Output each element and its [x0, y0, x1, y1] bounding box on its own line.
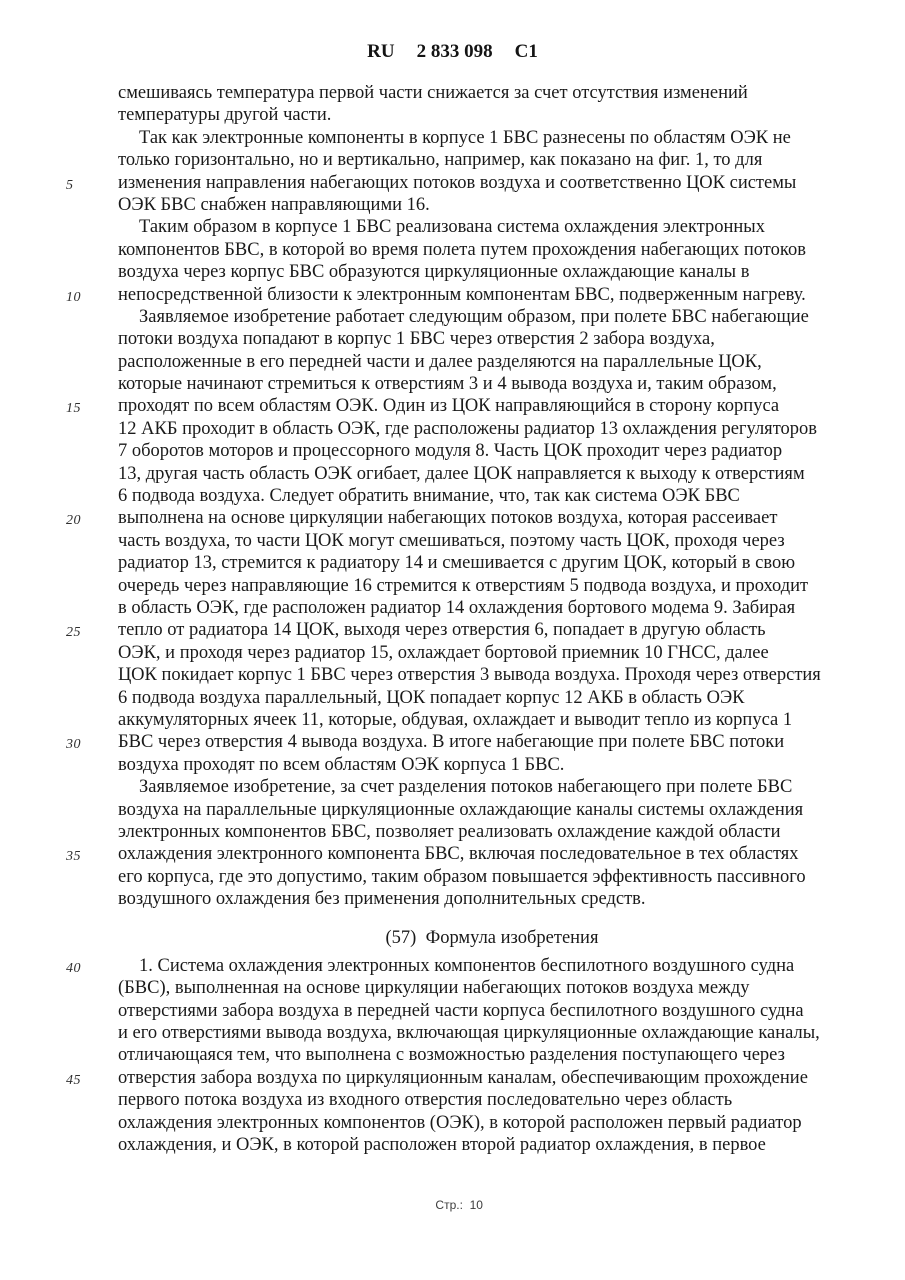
- line-text: Так как электронные компоненты в корпусе 1 БВС разнесены по областям ОЭК не: [139, 127, 791, 148]
- line-text: 6 подвода воздуха. Следует обратить внимание, что, так как система ОЭК БВС: [118, 486, 740, 507]
- line-text: Таким образом в корпусе 1 БВС реализована система охлаждения электронных: [139, 217, 765, 238]
- text-line: [118, 977, 866, 999]
- line-text: потоки воздуха попадают в корпус 1 БВС через отверстия 2 забора воздуха,: [118, 329, 715, 350]
- line-text: воздуха проходят по всем областям ОЭК корпуса 1 БВС.: [118, 754, 565, 775]
- line-text: (57) Формула изобретения: [385, 928, 599, 949]
- text-line: [118, 821, 866, 843]
- text-line: [118, 754, 866, 776]
- text-line: [118, 418, 866, 440]
- line-text: в область ОЭК, где расположен радиатор 14 охлаждения бортового модема 9. Забирая: [118, 597, 796, 618]
- line-text: охлаждения, и ОЭК, в которой расположен второй радиатор охлаждения, в первое: [118, 1134, 766, 1155]
- line-text: ЦОК покидает корпус 1 БВС через отверстия 3 вывода воздуха. Проходя через отверстия: [118, 665, 821, 686]
- text-line: [118, 463, 866, 485]
- text-line: [118, 866, 866, 888]
- line-number: 25: [66, 625, 81, 641]
- text-line: [118, 440, 866, 462]
- line-number: 10: [66, 289, 81, 305]
- line-text: его корпуса, где это допустимо, таким образом повышается эффективность пассивного: [118, 866, 806, 887]
- text-line: [118, 306, 866, 328]
- line-number: 35: [66, 849, 81, 865]
- header-kind-code: C1: [514, 41, 538, 62]
- line-text: выполнена на основе циркуляции набегающих потоков воздуха, которая рассеивает: [118, 508, 778, 529]
- line-text: непосредственной близости к электронным компонентам БВС, подверженным нагреву.: [118, 284, 806, 305]
- text-line: [118, 1089, 866, 1111]
- line-text: охлаждения электронного компонента БВС, включая последовательное в тех областях: [118, 844, 799, 865]
- line-text: отверстиями забора воздуха в передней части корпуса беспилотного воздушного судна: [118, 1000, 804, 1021]
- text-line: [118, 597, 866, 619]
- text-line: [118, 530, 866, 552]
- line-text: которые начинают стремиться к отверстиям 3 и 4 вывода воздуха и, таким образом,: [118, 374, 777, 395]
- text-line: [118, 149, 866, 171]
- page-footer: [0, 1184, 905, 1226]
- text-line: [66, 507, 866, 529]
- page-header: [0, 41, 905, 63]
- line-text: Заявляемое изобретение, за счет разделения потоков набегающего при полете БВС: [139, 777, 793, 798]
- text-line: [118, 1044, 866, 1066]
- line-number: 15: [66, 401, 81, 417]
- text-line: [66, 731, 866, 753]
- text-line: [118, 687, 866, 709]
- text-line: [118, 261, 866, 283]
- line-text: отличающаяся тем, что выполнена с возможностью разделения поступающего через: [118, 1045, 785, 1066]
- page-number: Стр.: 10: [435, 1198, 483, 1212]
- text-line: [118, 216, 866, 238]
- text-line: [118, 799, 866, 821]
- text-line: [118, 776, 866, 798]
- text-line: [118, 328, 866, 350]
- document-body: [66, 82, 866, 1156]
- text-line: [118, 1022, 866, 1044]
- line-text: 6 подвода воздуха параллельный, ЦОК попадает корпус 12 АКБ в область ОЭК: [118, 687, 745, 708]
- line-text: температуры другой части.: [118, 105, 332, 126]
- line-text: 12 АКБ проходит в область ОЭК, где расположены радиатор 13 охлаждения регуляторов: [118, 418, 818, 439]
- text-line: [66, 1067, 866, 1089]
- text-line: [118, 1134, 866, 1156]
- line-text: изменения направления набегающих потоков воздуха и соответственно ЦОК системы: [118, 172, 797, 193]
- line-number: 40: [66, 960, 81, 976]
- text-line: [118, 888, 866, 910]
- text-line: [66, 395, 866, 417]
- text-line: [118, 709, 866, 731]
- line-number: 45: [66, 1072, 81, 1088]
- line-text: ОЭК, и проходя через радиатор 15, охлаждает бортовой приемник 10 ГНСС, далее: [118, 642, 769, 663]
- line-text: расположенные в его передней части и далее разделяются на параллельные ЦОК,: [118, 351, 762, 372]
- text-line: [66, 619, 866, 641]
- text-line: [118, 82, 866, 104]
- text-line: [118, 373, 866, 395]
- line-text: компонентов БВС, в которой во время полета путем прохождения набегающих потоков: [118, 239, 806, 260]
- line-text: очередь через направляющие 16 стремится к отверстиям 5 подвода воздуха, и проходит: [118, 575, 809, 596]
- line-text: аккумуляторных ячеек 11, которые, обдувая, охлаждает и выводит тепло из корпуса 1: [118, 709, 793, 730]
- text-line: [66, 284, 866, 306]
- section-heading: [118, 927, 866, 949]
- text-line: [118, 194, 866, 216]
- line-text: 1. Система охлаждения электронных компонентов беспилотного воздушного судна: [139, 955, 795, 976]
- text-line: [118, 485, 866, 507]
- text-line: [118, 552, 866, 574]
- line-text: воздуха через корпус БВС образуются циркуляционные охлаждающие каналы в: [118, 262, 750, 283]
- line-text: тепло от радиатора 14 ЦОК, выходя через отверстия 6, попадает в другую область: [118, 620, 766, 641]
- line-number: 20: [66, 513, 81, 529]
- line-text: радиатор 13, стремится к радиатору 14 и смешивается с другим ЦОК, который в свою: [118, 553, 796, 574]
- text-line: [118, 351, 866, 373]
- line-text: 13, другая часть область ОЭК огибает, далее ЦОК направляется к выходу к отверстиям: [118, 463, 805, 484]
- line-text: Заявляемое изобретение работает следующим образом, при полете БВС набегающие: [139, 306, 809, 327]
- text-line: [118, 642, 866, 664]
- header-publication-number: 2 833 098: [416, 41, 493, 62]
- line-text: часть воздуха, то части ЦОК могут смешиваться, поэтому часть ЦОК, проходя через: [118, 530, 785, 551]
- header-country-code: RU: [367, 41, 395, 62]
- text-line: [118, 575, 866, 597]
- line-number: 30: [66, 737, 81, 753]
- line-text: первого потока воздуха из входного отверстия последовательно через область: [118, 1090, 733, 1111]
- text-line: [66, 955, 866, 977]
- line-text: и его отверстиями вывода воздуха, включающая циркуляционные охлаждающие каналы,: [118, 1023, 820, 1044]
- text-line: [66, 172, 866, 194]
- line-text: воздушного охлаждения без применения дополнительных средств.: [118, 889, 646, 910]
- line-text: ОЭК БВС снабжен направляющими 16.: [118, 194, 430, 215]
- line-text: 7 оборотов моторов и процессорного модуля 8. Часть ЦОК проходит через радиатор: [118, 441, 783, 462]
- text-line: [118, 664, 866, 686]
- text-line: [118, 104, 866, 126]
- line-text: смешиваясь температура первой части снижается за счет отсутствия изменений: [118, 83, 748, 103]
- line-text: воздуха на параллельные циркуляционные охлаждающие каналы системы охлаждения: [118, 799, 804, 820]
- line-text: (БВС), выполненная на основе циркуляции набегающих потоков воздуха между: [118, 978, 750, 999]
- text-line: [66, 843, 866, 865]
- text-line: [118, 1000, 866, 1022]
- line-text: охлаждения электронных компонентов (ОЭК), в которой расположен первый радиатор: [118, 1112, 802, 1133]
- text-line: [118, 127, 866, 149]
- line-number: 5: [66, 177, 74, 193]
- line-text: отверстия забора воздуха по циркуляционным каналам, обеспечивающим прохождение: [118, 1067, 808, 1088]
- line-text: только горизонтально, но и вертикально, например, как показано на фиг. 1, то для: [118, 150, 763, 171]
- line-text: электронных компонентов БВС, позволяет реализовать охлаждение каждой области: [118, 821, 781, 842]
- text-line: [118, 1112, 866, 1134]
- line-text: проходят по всем областям ОЭК. Один из ЦОК направляющийся в сторону корпуса: [118, 396, 780, 417]
- text-line: [118, 239, 866, 261]
- line-text: БВС через отверстия 4 вывода воздуха. В итоге набегающие при полете БВС потоки: [118, 732, 785, 753]
